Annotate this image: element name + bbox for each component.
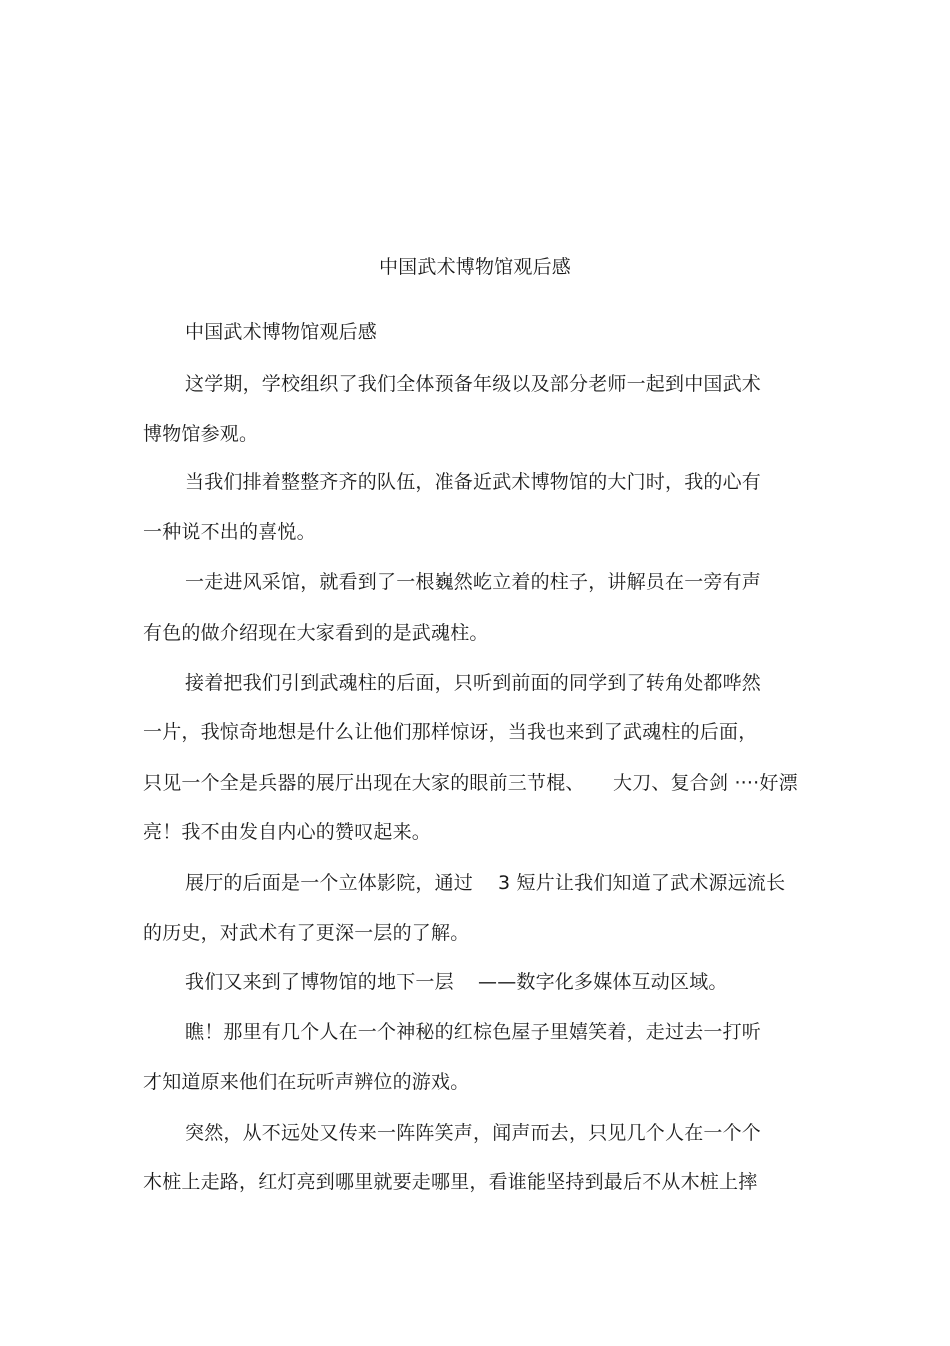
paragraph-line: 一片，我惊奇地想是什么让他们那样惊讶，当我也来到了武魂柱的后面，: [143, 721, 758, 743]
paragraph-line: 一种说不出的喜悦。: [143, 521, 316, 543]
paragraph-line: 中国武术博物馆观后感: [185, 321, 378, 343]
paragraph-line: 亮！我不由发自内心的赞叹起来。: [143, 821, 432, 843]
document-title: 中国武术博物馆观后感: [378, 256, 571, 278]
paragraph-line: 一走进风采馆，就看到了一根巍然屹立着的柱子，讲解员在一旁有声: [185, 571, 762, 593]
paragraph-line: 当我们排着整整齐齐的队伍，准备近武术博物馆的大门时，我的心有: [185, 471, 762, 493]
paragraph-line: 木桩上走路，红灯亮到哪里就要走哪里，看谁能坚持到最后不从木桩上摔: [143, 1171, 758, 1193]
paragraph-segment: ——数字化多媒体互动区域。: [478, 971, 728, 993]
paragraph-segment: 3 短片让我们知道了武术源远流长: [498, 872, 786, 894]
paragraph-line: 这学期，学校组织了我们全体预备年级以及部分老师一起到中国武术: [185, 373, 762, 395]
paragraph-line: 才知道原来他们在玩听声辨位的游戏。: [143, 1071, 470, 1093]
paragraph-line: 博物馆参观。: [143, 423, 259, 445]
paragraph-segment: 大刀、复合剑 ····好漂: [613, 772, 798, 794]
paragraph-line: 瞧！那里有几个人在一个神秘的红棕色屋子里嬉笑着，走过去一打听: [185, 1021, 762, 1043]
paragraph-line: 有色的做介绍现在大家看到的是武魂柱。: [143, 622, 489, 644]
paragraph-line: 突然，从不远处又传来一阵阵笑声，闻声而去，只见几个人在一个个: [185, 1122, 762, 1144]
paragraph-line: 的历史，对武术有了更深一层的了解。: [143, 922, 470, 944]
paragraph-segment: 只见一个全是兵器的展厅出现在大家的眼前三节棍、: [143, 772, 585, 794]
paragraph-segment: 我们又来到了博物馆的地下一层: [185, 971, 454, 993]
paragraph-segment: 展厅的后面是一个立体影院，通过: [185, 872, 474, 894]
paragraph-line: 接着把我们引到武魂柱的后面，只听到前面的同学到了转角处都哗然: [185, 672, 762, 694]
